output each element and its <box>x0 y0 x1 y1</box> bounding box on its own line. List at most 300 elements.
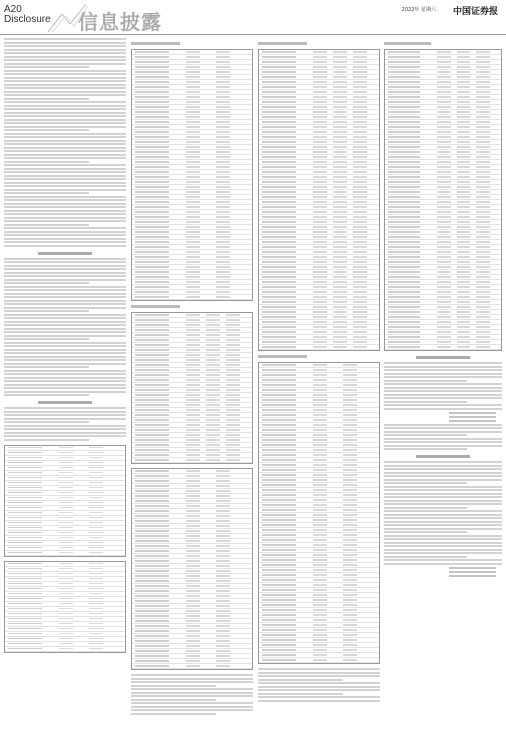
table-cell <box>206 369 220 371</box>
text-line <box>4 178 126 180</box>
table-cell <box>353 296 367 298</box>
table-cell <box>89 452 103 454</box>
table-cell <box>206 439 220 441</box>
table-cell <box>89 547 103 549</box>
table-cell <box>89 542 103 544</box>
text-line <box>131 685 216 687</box>
table-cell <box>186 329 200 331</box>
table-cell <box>226 314 240 316</box>
table-cell <box>353 91 367 93</box>
table-cell <box>343 559 357 561</box>
table-cell <box>313 81 327 83</box>
text-line <box>4 359 126 361</box>
table-cell <box>186 540 200 542</box>
text-line <box>384 427 502 429</box>
table-cell <box>437 71 451 73</box>
table-cell <box>313 514 327 516</box>
table-cell <box>333 221 347 223</box>
table-cell <box>186 515 200 517</box>
table-cell <box>476 221 490 223</box>
table-cell <box>333 246 347 248</box>
table-cell <box>343 544 357 546</box>
text-line <box>384 503 502 505</box>
text-line <box>4 164 126 166</box>
table-cell <box>333 136 347 138</box>
table-row <box>132 458 252 463</box>
table-cell <box>186 615 200 617</box>
table-cell <box>313 379 327 381</box>
table-cell <box>313 151 327 153</box>
table-cell <box>226 444 240 446</box>
text-line <box>4 108 126 110</box>
text-line <box>4 220 126 222</box>
text-line <box>4 161 89 163</box>
table-cell <box>313 196 327 198</box>
table-cell <box>313 86 327 88</box>
table-cell <box>59 472 73 474</box>
table-cell <box>89 482 103 484</box>
table-cell <box>457 341 471 343</box>
table-cell <box>343 399 357 401</box>
table-cell <box>333 201 347 203</box>
text-line <box>4 45 126 47</box>
table-cell <box>476 286 490 288</box>
table-cell <box>186 510 200 512</box>
table-cell <box>343 379 357 381</box>
table-cell <box>186 439 200 441</box>
table-cell <box>457 206 471 208</box>
table-cell <box>353 246 367 248</box>
table-cell <box>226 404 240 406</box>
table-cell <box>343 429 357 431</box>
table-cell <box>89 487 103 489</box>
table-cell <box>216 181 230 183</box>
table-cell <box>89 648 103 650</box>
text-line <box>4 307 126 309</box>
table-cell <box>353 71 367 73</box>
table-row <box>385 345 501 350</box>
text-line <box>4 115 126 117</box>
table-cell <box>313 589 327 591</box>
table-cell <box>313 211 327 213</box>
table-cell <box>216 111 230 113</box>
table-cell <box>216 595 230 597</box>
table-cell <box>476 236 490 238</box>
table-cell <box>476 336 490 338</box>
table-cell <box>186 349 200 351</box>
table-cell <box>437 331 451 333</box>
table-cell <box>216 620 230 622</box>
text-line <box>4 227 126 229</box>
table-cell <box>216 251 230 253</box>
table-cell <box>186 176 200 178</box>
table-cell <box>186 281 200 283</box>
data-table <box>258 362 380 664</box>
table-cell <box>476 61 490 63</box>
table-cell <box>353 181 367 183</box>
table-cell <box>457 116 471 118</box>
table-cell <box>89 457 103 459</box>
table-cell <box>333 146 347 148</box>
text-line <box>4 363 126 365</box>
table-cell <box>333 131 347 133</box>
text-line <box>4 272 126 274</box>
table-cell <box>333 256 347 258</box>
table-cell <box>226 354 240 356</box>
text-line <box>4 335 126 337</box>
table-cell <box>313 101 327 103</box>
section-heading <box>384 42 431 45</box>
table-cell <box>216 540 230 542</box>
table-cell <box>59 512 73 514</box>
table-cell <box>476 136 490 138</box>
text-line <box>4 331 126 333</box>
text-line <box>384 380 467 382</box>
table-cell <box>186 389 200 391</box>
section-heading <box>38 252 93 255</box>
table-cell <box>216 490 230 492</box>
table-cell <box>457 301 471 303</box>
text-line <box>4 296 126 298</box>
table-cell <box>457 201 471 203</box>
table-cell <box>186 424 200 426</box>
table-cell <box>457 236 471 238</box>
table-cell <box>313 301 327 303</box>
text-line <box>258 693 343 695</box>
text-line <box>384 408 502 410</box>
table-cell <box>186 86 200 88</box>
table-cell <box>353 161 367 163</box>
table-cell <box>186 276 200 278</box>
table-cell <box>216 146 230 148</box>
table-cell <box>313 529 327 531</box>
table-cell <box>186 339 200 341</box>
table-cell <box>333 266 347 268</box>
table-cell <box>186 475 200 477</box>
table-cell <box>343 604 357 606</box>
table-cell <box>216 161 230 163</box>
table-cell <box>353 211 367 213</box>
text-line <box>384 510 502 512</box>
table-cell <box>59 452 73 454</box>
table-cell <box>186 660 200 662</box>
table-cell <box>186 409 200 411</box>
table-cell <box>313 111 327 113</box>
table-cell <box>313 544 327 546</box>
table-cell <box>313 281 327 283</box>
text-line <box>4 52 126 54</box>
table-cell <box>313 534 327 536</box>
table-cell <box>226 374 240 376</box>
table-cell <box>89 593 103 595</box>
text-line <box>384 552 502 554</box>
table-cell <box>59 633 73 635</box>
table-cell <box>89 578 103 580</box>
table-cell <box>476 166 490 168</box>
table-cell <box>206 349 220 351</box>
table-cell <box>343 469 357 471</box>
text-line <box>4 87 126 89</box>
table-cell <box>89 603 103 605</box>
table-cell <box>216 206 230 208</box>
text-line <box>4 279 126 281</box>
table-cell <box>313 251 327 253</box>
table-cell <box>186 665 200 667</box>
text-line <box>131 702 253 704</box>
text-line <box>4 84 126 86</box>
table-cell <box>216 630 230 632</box>
table-cell <box>313 444 327 446</box>
table-cell <box>437 121 451 123</box>
table-cell <box>457 81 471 83</box>
table-cell <box>186 66 200 68</box>
table-cell <box>476 91 490 93</box>
table-cell <box>313 564 327 566</box>
table-cell <box>216 236 230 238</box>
table-cell <box>313 246 327 248</box>
table-cell <box>313 659 327 661</box>
table-cell <box>476 126 490 128</box>
table-cell <box>313 604 327 606</box>
text-line <box>4 317 126 319</box>
table-cell <box>457 251 471 253</box>
table-cell <box>343 634 357 636</box>
table-cell <box>353 201 367 203</box>
table-cell <box>216 61 230 63</box>
text-line <box>4 380 126 382</box>
table-cell <box>343 599 357 601</box>
table-cell <box>216 535 230 537</box>
table-cell <box>457 346 471 348</box>
table-cell <box>313 369 327 371</box>
table-cell <box>437 81 451 83</box>
issue-info: 2022年 星期六 <box>401 7 436 13</box>
text-line <box>4 140 126 142</box>
table-cell <box>186 590 200 592</box>
table-cell <box>437 336 451 338</box>
table-cell <box>353 261 367 263</box>
table-cell <box>343 504 357 506</box>
table-cell <box>186 585 200 587</box>
text-line <box>131 709 253 711</box>
text-line <box>4 411 126 413</box>
text-line <box>4 387 126 389</box>
text-line <box>384 366 502 368</box>
table-cell <box>313 71 327 73</box>
table-cell <box>216 475 230 477</box>
table-cell <box>333 116 347 118</box>
table-cell <box>216 126 230 128</box>
table-cell <box>437 231 451 233</box>
table-cell <box>343 479 357 481</box>
table-cell <box>476 181 490 183</box>
table-cell <box>186 206 200 208</box>
table-cell <box>216 615 230 617</box>
table-cell <box>89 598 103 600</box>
table-cell <box>333 186 347 188</box>
text-line <box>4 56 126 58</box>
table-cell <box>206 314 220 316</box>
table-cell <box>186 291 200 293</box>
table-cell <box>343 439 357 441</box>
table-cell <box>186 565 200 567</box>
table-cell <box>476 96 490 98</box>
table-cell <box>333 196 347 198</box>
table-cell <box>313 384 327 386</box>
table-row <box>5 551 125 556</box>
column-2 <box>131 38 253 716</box>
table-cell <box>216 625 230 627</box>
table-cell <box>476 241 490 243</box>
text-line <box>131 688 253 690</box>
text-line <box>4 338 89 340</box>
table-cell <box>333 241 347 243</box>
table-cell <box>457 136 471 138</box>
table-cell <box>89 613 103 615</box>
table-cell <box>343 649 357 651</box>
table-cell <box>216 156 230 158</box>
table-cell <box>313 654 327 656</box>
table-cell <box>313 241 327 243</box>
table-cell <box>313 56 327 58</box>
table-cell <box>476 76 490 78</box>
table-cell <box>186 314 200 316</box>
table-cell <box>333 341 347 343</box>
table-cell <box>313 271 327 273</box>
table-cell <box>457 266 471 268</box>
table-cell <box>186 625 200 627</box>
table-cell <box>59 648 73 650</box>
table-cell <box>353 281 367 283</box>
table-cell <box>457 246 471 248</box>
table-cell <box>437 146 451 148</box>
table-cell <box>59 522 73 524</box>
table-cell <box>353 191 367 193</box>
text-line <box>258 700 380 702</box>
table-row <box>5 647 125 652</box>
table-cell <box>206 414 220 416</box>
table-cell <box>343 569 357 571</box>
table-cell <box>437 261 451 263</box>
table-cell <box>343 614 357 616</box>
table-cell <box>353 286 367 288</box>
table-cell <box>206 379 220 381</box>
text-line <box>384 404 502 406</box>
table-cell <box>226 454 240 456</box>
text-line <box>4 268 126 270</box>
table-cell <box>457 181 471 183</box>
table-cell <box>343 424 357 426</box>
table-cell <box>186 266 200 268</box>
table-cell <box>216 560 230 562</box>
table-cell <box>216 585 230 587</box>
text-line <box>384 401 467 403</box>
signature-line <box>449 567 496 569</box>
table-cell <box>437 221 451 223</box>
table-cell <box>89 477 103 479</box>
section-label-en: Disclosure <box>4 14 51 25</box>
table-cell <box>437 76 451 78</box>
table-cell <box>457 271 471 273</box>
table-cell <box>216 565 230 567</box>
table-cell <box>186 620 200 622</box>
table-cell <box>313 404 327 406</box>
table-cell <box>353 56 367 58</box>
text-line <box>384 445 502 447</box>
table-cell <box>186 271 200 273</box>
signature-line <box>449 412 496 414</box>
table-cell <box>226 369 240 371</box>
table-cell <box>457 231 471 233</box>
table-cell <box>89 517 103 519</box>
section-heading <box>416 356 469 359</box>
table-cell <box>89 537 103 539</box>
table-cell <box>457 281 471 283</box>
table-cell <box>226 339 240 341</box>
table-cell <box>353 166 367 168</box>
table-cell <box>216 241 230 243</box>
text-line <box>258 668 380 670</box>
page-number: A20 <box>4 4 22 15</box>
table-cell <box>333 96 347 98</box>
table-cell <box>186 76 200 78</box>
table-cell <box>343 574 357 576</box>
table-cell <box>206 364 220 366</box>
data-table <box>131 49 253 301</box>
text-line <box>384 514 502 516</box>
table-cell <box>437 101 451 103</box>
table-cell <box>437 321 451 323</box>
table-cell <box>333 346 347 348</box>
text-line <box>384 549 502 551</box>
table-cell <box>186 111 200 113</box>
table-cell <box>313 449 327 451</box>
text-line <box>384 479 502 481</box>
table-cell <box>186 419 200 421</box>
table-cell <box>343 589 357 591</box>
table-cell <box>186 116 200 118</box>
table-cell <box>457 316 471 318</box>
table-cell <box>333 291 347 293</box>
table-cell <box>186 459 200 461</box>
table-cell <box>186 56 200 58</box>
table-cell <box>313 424 327 426</box>
table-cell <box>353 61 367 63</box>
table-cell <box>216 246 230 248</box>
table-cell <box>353 66 367 68</box>
table-cell <box>186 319 200 321</box>
table-cell <box>457 321 471 323</box>
table-cell <box>313 644 327 646</box>
table-cell <box>333 206 347 208</box>
table-cell <box>353 121 367 123</box>
table-cell <box>206 374 220 376</box>
table-cell <box>216 665 230 667</box>
table-cell <box>343 619 357 621</box>
table-cell <box>476 51 490 53</box>
table-cell <box>186 126 200 128</box>
table-cell <box>457 66 471 68</box>
table-cell <box>226 324 240 326</box>
table-cell <box>59 608 73 610</box>
table-cell <box>476 251 490 253</box>
text-line <box>258 679 343 681</box>
table-cell <box>216 520 230 522</box>
table-cell <box>216 131 230 133</box>
masthead <box>0 0 506 36</box>
table-cell <box>89 583 103 585</box>
table-cell <box>437 51 451 53</box>
